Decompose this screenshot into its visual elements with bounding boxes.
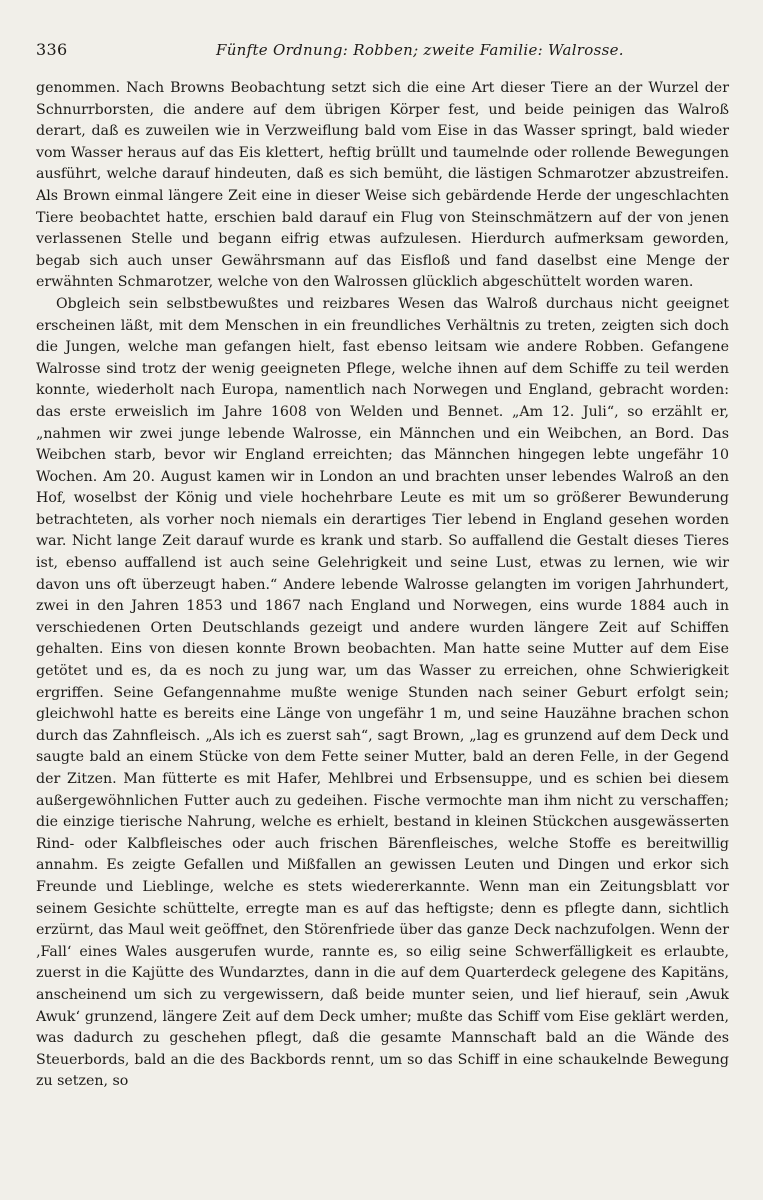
paragraph: genommen. Nach Browns Beobachtung setzt sich die eine Art dieser Tiere an der Wurzel der Schnurrborsten, die andere auf dem übrigen Körper fest, und beide peinigen das Walroß derart, daß es zuweilen wie in Verzweiflung bald vom Eise in das Wasser springt, bald wieder vom Wasser heraus auf das Eis klettert, heftig brüllt und taumelnde oder rollende Bewegungen ausführt, welche darauf hindeuten, daß es sich bemüht, die lästigen Schmarotzer abzustreifen. Als Brown einmal längere Zeit eine in dieser Weise sich gebärdende Herde der ungeschlachten Tiere beobachtet hatte, erschien bald darauf ein Flug von Steinschmätzern auf der von jenen verlassenen Stelle und begann eifrig etwas aufzulesen. Hierdurch aufmerksam geworden, begab sich auch unser Gewährsmann auf das Eisfloß und fand daselbst eine Menge der erwähnten Schmarotzer, welche von den Walrossen glücklich abgeschüttelt worden waren. [36, 80, 729, 291]
page-header [36, 40, 729, 66]
body-text [36, 78, 729, 1093]
paragraph: Obgleich sein selbstbewußtes und reizbares Wesen das Walroß durchaus nicht geeignet erscheinen läßt, mit dem Menschen in ein freundliches Verhältnis zu treten, zeigten sich doch die Jungen, welche man gefangen hielt, fast ebenso leitsam wie andere Robben. Gefangene Walrosse sind trotz der wenig geeigneten Pflege, welche ihnen auf dem Schiffe zu teil werden konnte, wiederholt nach Europa, namentlich nach Norwegen und England, gebracht worden: das erste erweislich im Jahre 1608 von Welden und Bennet. „Am 12. Juli“, so erzählt er, „nahmen wir zwei junge lebende Walrosse, ein Männchen und ein Weibchen, an Bord. Das Weibchen starb, bevor wir England erreichten; das Männchen hingegen lebte ungefähr 10 Wochen. Am 20. August kamen wir in London an und brachten unser lebendes Walroß an den Hof, woselbst der König und viele hochehrbare Leute es mit um so größerer Bewunderung betrachteten, als vorher noch niemals ein derartiges Tier lebend in England gesehen worden war. Nicht lange Zeit darauf wurde es krank und starb. So auffallend die Gestalt dieses Tieres ist, ebenso auffallend ist auch seine Gelehrigkeit und seine Lust, etwas zu lernen, wie wir davon uns oft überzeugt haben.“ Andere lebende Walrosse gelangten im vorigen Jahrhundert, zwei in den Jahren 1853 und 1867 nach England und Norwegen, eins wurde 1884 auch in verschiedenen Orten Deutschlands gezeigt und andere wurden längere Zeit auf Schiffen gehalten. Eins von diesen konnte Brown beobachten. Man hatte seine Mutter auf dem Eise getötet und es, da es noch zu jung war, um das Wasser zu erreichen, ohne Schwierigkeit ergriffen. Seine Gefangennahme mußte wenige Stunden nach seiner Geburt erfolgt sein; gleichwohl hatte es bereits eine Länge von ungefähr 1 m, und seine Hauzähne brachen schon durch das Zahnfleisch. „Als ich es zuerst sah“, sagt Brown, „lag es grunzend auf dem Deck und saugte bald an einem Stücke von dem Fette seiner Mutter, bald an deren Felle, in der Gegend der Zitzen. Man fütterte es mit Hafer, Mehlbrei und Erbsensuppe, und es schien bei diesem außergewöhnlichen Futter auch zu gedeihen. Fische vermochte man ihm nicht zu verschaffen; die einzige tierische Nahrung, welche es erhielt, bestand in kleinen Stückchen ausgewässerten Rind- oder Kalbfleisches oder auch frischen Bärenfleisches, welche Stoffe es bereitwillig annahm. Es zeigte Gefallen und Mißfallen an gewissen Leuten und Dingen und erkor sich Freunde und Lieblinge, welche es stets wiedererkannte. Wenn man ein Zeitungsblatt vor seinem Gesichte schüttelte, erregte man es auf das heftigste; denn es pflegte dann, sichtlich erzürnt, das Maul weit geöffnet, den Störenfriede über das ganze Deck nachzufolgen. Wenn der ‚Fall‘ eines Wales ausgerufen wurde, rannte es, so eilig seine Schwerfälligkeit es erlaubte, zuerst in die Kajütte des Wundarztes, dann in die auf dem Quarterdeck gelegene des Kapitäns, anscheinend um sich zu vergewissern, daß beide munter seien, und lief hierauf, sein ‚Awuk Awuk‘ grunzend, längere Zeit auf dem Deck umher; mußte das Schiff vom Eise geklärt werden, was dadurch zu geschehen pflegt, daß die gesamte Mannschaft bald an die Wände des Steuerbords, bald an die des Backbords rennt, um so das Schiff in eine schaukelnde Bewegung zu setzen, so [36, 295, 729, 1090]
running-head: Fünfte Ordnung: Robben; zweite Familie: Walrosse. [216, 41, 624, 59]
page-number: 336 [36, 40, 68, 59]
